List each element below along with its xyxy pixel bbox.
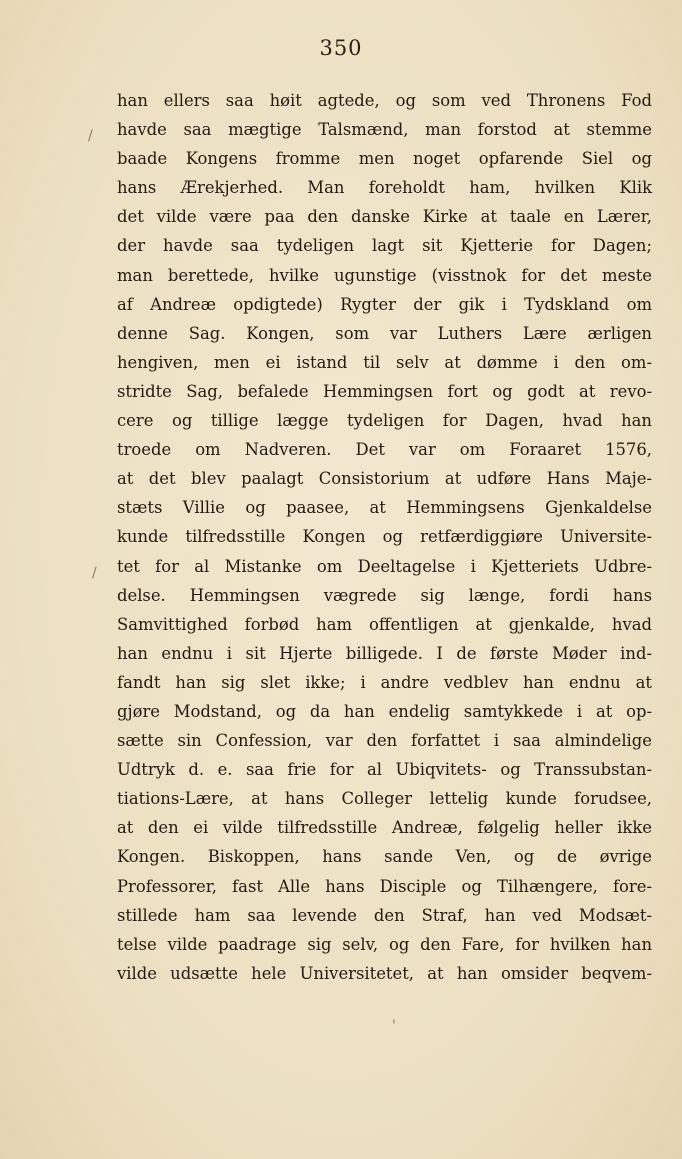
text-line: der havde saa tydeligen lagt sit Kjetterie for Dagen; xyxy=(117,236,652,256)
text-line: man berettede, hvilke ugunstige (visstnok for det meste xyxy=(117,265,652,285)
text-line: han endnu i sit Hjerte billigede. I de første Møder ind- xyxy=(117,643,652,663)
text-line: Kongen. Biskoppen, hans sande Ven, og de øvrige xyxy=(117,847,652,867)
text-line: tiations-Lære, at hans Colleger lettelig kunde forudsee, xyxy=(117,789,652,809)
text-line: hans Ærekjerhed. Man foreholdt ham, hvilken Klik xyxy=(117,178,652,198)
text-line: han ellers saa høit agtede, og som ved Thronens Fod xyxy=(117,91,652,110)
text-line: gjøre Modstand, og da han endelig samtykkede i at op- xyxy=(117,701,652,721)
text-line: stillede ham saa levende den Straf, han ved Modsæt- xyxy=(117,905,652,925)
text-line: denne Sag. Kongen, som var Luthers Lære ærligen xyxy=(117,323,652,343)
text-line: troede om Nadveren. Det var om Foraaret 1576, xyxy=(117,440,652,460)
text-line: baade Kongens fromme men noget opfarende Siel og xyxy=(117,149,652,169)
pen-mark: ' xyxy=(392,1018,396,1034)
text-line: af Andreæ opdigtede) Rygter der gik i Tydskland om xyxy=(117,294,652,314)
text-line: stæts Villie og paasee, at Hemmingsens Gjenkaldelse xyxy=(117,498,652,518)
pen-mark: / xyxy=(88,128,93,144)
text-line: kunde tilfredsstille Kongen og retfærdiggiøre Universite- xyxy=(117,527,652,547)
text-line: cere og tillige lægge tydeligen for Dagen, hvad han xyxy=(117,411,652,431)
text-line: at det blev paalagt Consistorium at udføre Hans Maje- xyxy=(117,469,652,489)
text-line: stridte Sag, befalede Hemmingsen fort og godt at revo- xyxy=(117,381,652,401)
text-line: hengiven, men ei istand til selv at dømme i den om- xyxy=(117,352,652,372)
pen-mark: / xyxy=(92,565,97,581)
page-number: 350 xyxy=(319,36,363,60)
text-line: Professorer, fast Alle hans Disciple og Tilhængere, fore- xyxy=(117,876,652,896)
text-line: telse vilde paadrage sig selv, og den Fare, for hvilken han xyxy=(117,934,652,954)
text-line: Samvittighed forbød ham offentligen at gjenkalde, hvad xyxy=(117,614,652,634)
text-line: det vilde være paa den danske Kirke at taale en Lærer, xyxy=(117,207,652,227)
text-line: Udtryk d. e. saa frie for al Ubiqvitets- og Transsubstan- xyxy=(117,760,652,780)
text-line: sætte sin Confession, var den forfattet i saa almindelige xyxy=(117,731,652,751)
text-line: havde saa mægtige Talsmænd, man forstod at stemme xyxy=(117,120,652,140)
text-line: vilde udsætte hele Universitetet, at han omsider beqvem- xyxy=(117,963,652,983)
body-text xyxy=(117,86,652,988)
text-line: at den ei vilde tilfredsstille Andreæ, følgelig heller ikke xyxy=(117,818,652,838)
text-line: delse. Hemmingsen vægrede sig længe, fordi hans xyxy=(117,585,652,605)
text-line: tet for al Mistanke om Deeltagelse i Kjetteriets Udbre- xyxy=(117,556,652,576)
text-line: fandt han sig slet ikke; i andre vedblev han endnu at xyxy=(117,672,652,692)
